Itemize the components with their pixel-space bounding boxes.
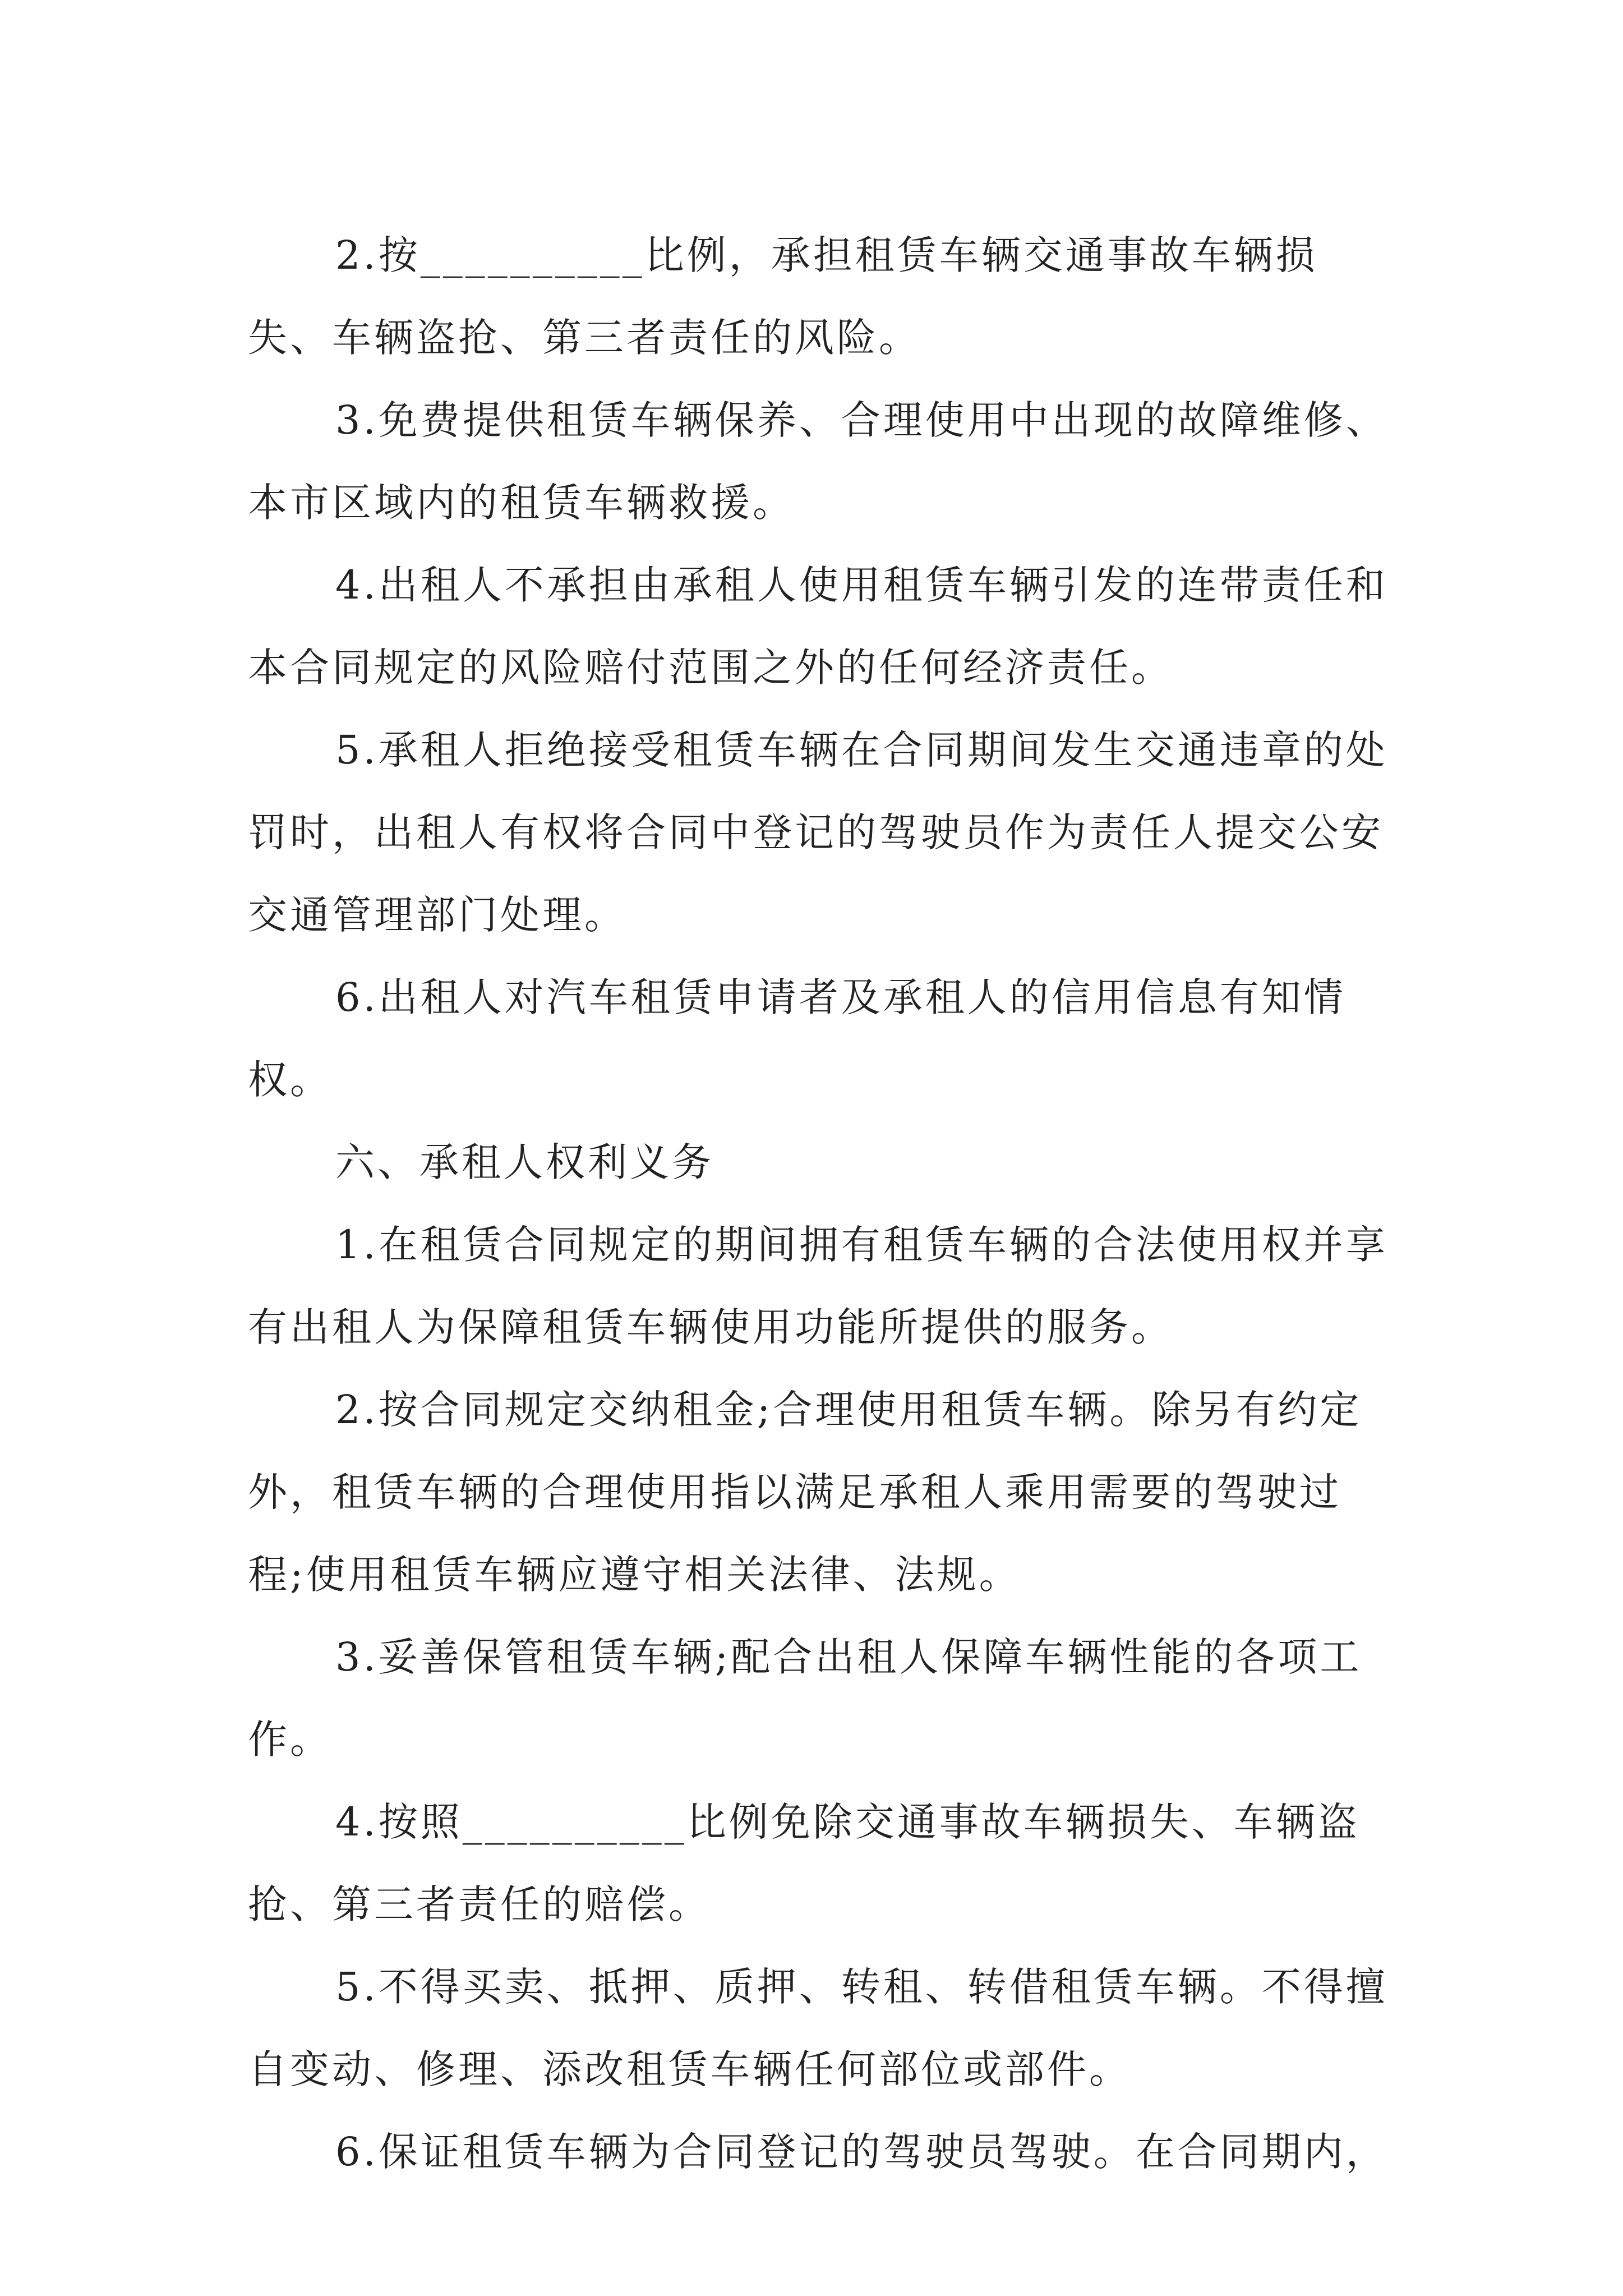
paragraph-lessor-duty-6: 6.出租人对汽车租赁申请者及承租人的信用信息有知情权。 [248, 974, 1346, 1103]
paragraph-lessee-duty-3: 3.妥善保管租赁车辆;配合出租人保障车辆性能的各项工作。 [248, 1634, 1362, 1763]
paragraph-lessee-duty-6: 6.保证租赁车辆为合同登记的驾驶员驾驶。在合同期内， [335, 2129, 1388, 2175]
paragraph-lessor-duty-3: 3.免费提供租赁车辆保养、合理使用中出现的故障维修、本市区域内的租赁车辆救援。 [248, 397, 1388, 526]
paragraph-lessee-duty-1: 1.在租赁合同规定的期间拥有租赁车辆的合法使用权并享有出租人为保障租赁车辆使用功能所提供的服务。 [248, 1222, 1388, 1350]
paragraph-lessor-duty-2: 2.按__________比例，承担租赁车辆交通事故车辆损失、车辆盗抢、第三者责任的风险。 [248, 232, 1318, 361]
paragraph-lessee-duty-4: 4.按照__________比例免除交通事故车辆损失、车辆盗抢、第三者责任的赔偿。 [248, 1799, 1360, 1927]
paragraph-lessor-duty-5: 5.承租人拒绝接受租赁车辆在合同期间发生交通违章的处罚时，出租人有权将合同中登记的驾驶员作为责任人提交公安交通管理部门处理。 [248, 727, 1388, 938]
section-heading-lessee-rights: 六、承租人权利义务 [335, 1139, 714, 1185]
document-body [248, 214, 1392, 2193]
paragraph-lessee-duty-5: 5.不得买卖、抵押、质押、转租、转借租赁车辆。不得擅自变动、修理、添改租赁车辆任何部位或部件。 [248, 1964, 1388, 2092]
paragraph-lessee-duty-2: 2.按合同规定交纳租金;合理使用租赁车辆。除另有约定外，租赁车辆的合理使用指以满足承租人乘用需要的驾驶过程;使用租赁车辆应遵守相关法律、法规。 [248, 1387, 1362, 1598]
paragraph-lessor-duty-4: 4.出租人不承担由承租人使用租赁车辆引发的连带责任和本合同规定的风险赔付范围之外的任何经济责任。 [248, 562, 1388, 691]
